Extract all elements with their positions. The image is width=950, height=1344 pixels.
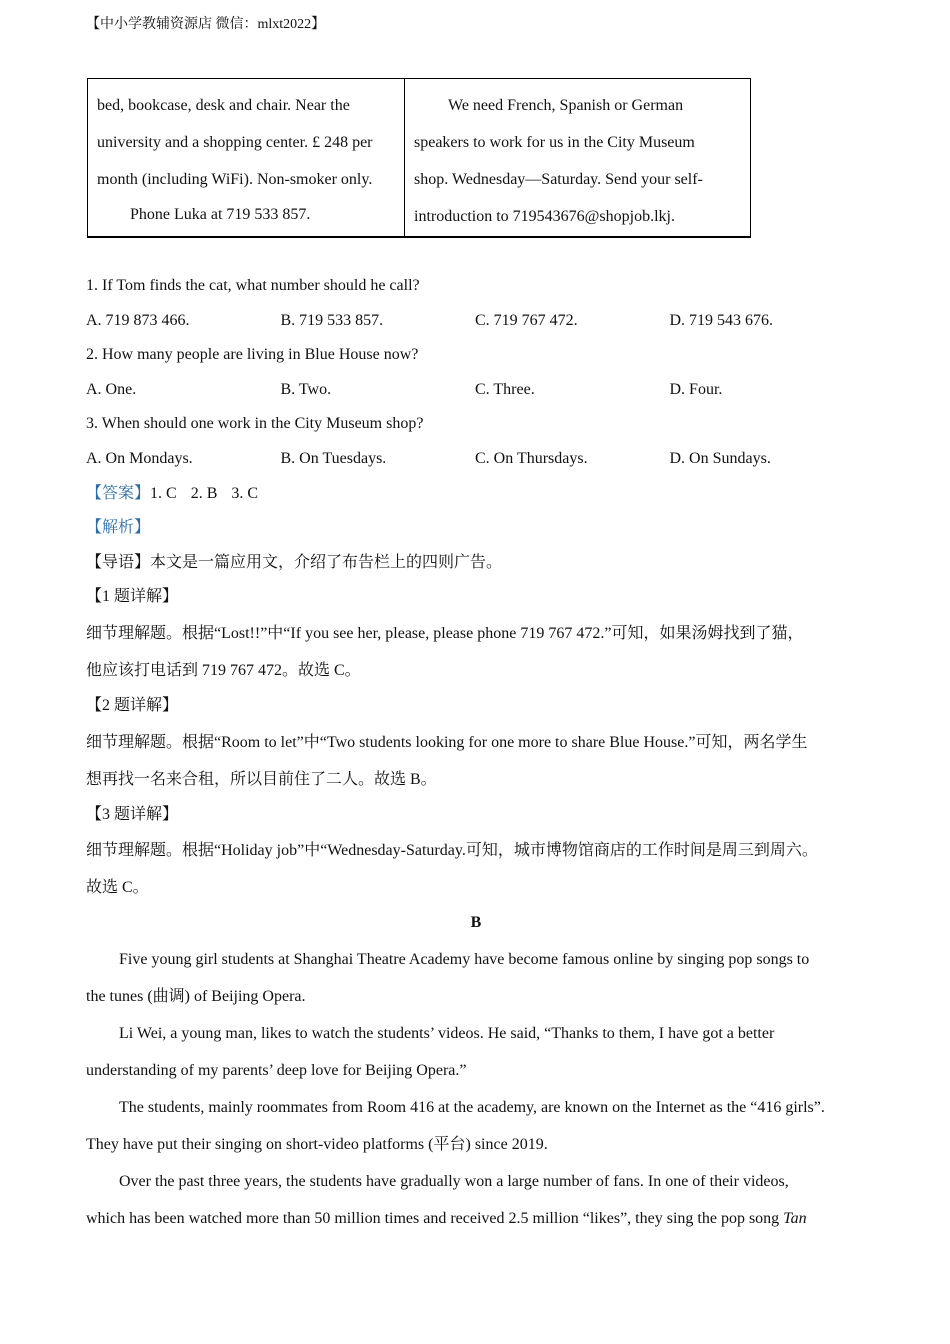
- paragraph-line: Li Wei, a young man, likes to watch the students’ videos. He said, “Thanks to them, I have got a better: [119, 1024, 775, 1042]
- ad-line: We need French, Spanish or German: [448, 97, 684, 114]
- answer-item: 1. C: [150, 484, 177, 502]
- option-b[interactable]: B. Two.: [280, 380, 332, 398]
- paragraph-line: understanding of my parents’ deep love for Beijing Opera.”: [86, 1061, 467, 1079]
- options-3: [86, 442, 866, 477]
- options-2: [86, 373, 866, 408]
- detail-text: 细节理解题。根据“Room to let”中“Two students looking for one more to share Blue House.”可知，两名学生: [86, 733, 808, 751]
- ad-line: Phone Luka at 719 533 857.: [130, 206, 311, 223]
- option-a[interactable]: A. 719 873 466.: [86, 311, 190, 329]
- detail-text: 想再找一名来合租，所以目前住了二人。故选 B。: [86, 770, 437, 788]
- answer-item: 3. C: [231, 484, 259, 502]
- paragraph-line: Over the past three years, the students have gradually won a large number of fans. In one of their videos,: [119, 1172, 789, 1190]
- option-c[interactable]: C. Three.: [475, 380, 535, 398]
- option-a[interactable]: A. On Mondays.: [86, 449, 193, 467]
- paragraph-line: the tunes (曲调) of Beijing Opera.: [86, 987, 306, 1005]
- detail-text: 细节理解题。根据“Lost!!”中“If you see her, please, please phone 719 767 472.”可知，如果汤姆找到了猫，: [86, 624, 804, 642]
- option-c[interactable]: C. 719 767 472.: [475, 311, 578, 329]
- detail-title-2: 【2 题详解】: [86, 696, 179, 714]
- detail-text: 细节理解题。根据“Holiday job”中“Wednesday-Saturday.可知，城市博物馆商店的工作时间是周三到周六。: [86, 842, 818, 860]
- answer-item: 2. B: [190, 484, 218, 502]
- option-b[interactable]: B. On Tuesdays.: [280, 449, 387, 467]
- paragraph-line: They have put their singing on short-video platforms (平台) since 2019.: [86, 1135, 548, 1153]
- ad-line: university and a shopping center. £ 248 per: [97, 134, 373, 151]
- question-1: 1. If Tom finds the cat, what number should he call?: [86, 277, 420, 294]
- guide-text: 【导语】本文是一篇应用文，介绍了布告栏上的四则广告。: [86, 553, 503, 571]
- detail-title-3: 【3 题详解】: [86, 805, 179, 823]
- answer-label: 【答案】: [86, 484, 151, 502]
- page-header: 【中小学教辅资源店 微信：mlxt2022】: [86, 17, 326, 32]
- ad-holiday-job: [405, 79, 750, 236]
- ad-line: bed, bookcase, desk and chair. Near the: [97, 97, 350, 114]
- section-title: B: [470, 914, 482, 932]
- ad-line: month (including WiFi). Non-smoker only.: [97, 171, 373, 188]
- paragraph-line: [86, 1200, 866, 1237]
- option-c[interactable]: C. On Thursdays.: [475, 449, 588, 467]
- detail-title-1: 【1 题详解】: [86, 588, 179, 606]
- ad-line: speakers to work for us in the City Museum: [414, 134, 695, 151]
- option-d[interactable]: D. 719 543 676.: [669, 311, 774, 329]
- detail-text: 他应该打电话到 719 767 472。故选 C。: [86, 661, 361, 679]
- answer-line: [86, 477, 866, 512]
- options-1: [86, 304, 866, 339]
- ad-line: shop. Wednesday—Saturday. Send your self-: [414, 171, 703, 188]
- ad-table: [87, 78, 751, 238]
- option-a[interactable]: A. One.: [86, 380, 137, 398]
- detail-text: 故选 C。: [86, 879, 149, 897]
- paragraph-text: which has been watched more than 50 million times and received 2.5 million “likes”, they sing the pop song: [86, 1209, 784, 1227]
- paragraph-line: The students, mainly roommates from Room 416 at the academy, are known on the Internet as the “416 girls”.: [119, 1098, 825, 1116]
- content: [86, 269, 866, 1237]
- ad-room-to-let: [88, 79, 405, 236]
- paragraph-line: Five young girl students at Shanghai Theatre Academy have become famous online by singing pop songs to: [119, 950, 810, 968]
- question-3: 3. When should one work in the City Museum shop?: [86, 415, 424, 433]
- analysis-label: 【解析】: [86, 519, 151, 537]
- option-d[interactable]: D. Four.: [669, 380, 723, 398]
- song-title: Tan: [783, 1209, 807, 1227]
- question-2: 2. How many people are living in Blue House now?: [86, 346, 419, 364]
- ad-line: introduction to 719543676@shopjob.lkj.: [414, 208, 675, 225]
- option-b[interactable]: B. 719 533 857.: [280, 311, 384, 329]
- option-d[interactable]: D. On Sundays.: [669, 449, 771, 467]
